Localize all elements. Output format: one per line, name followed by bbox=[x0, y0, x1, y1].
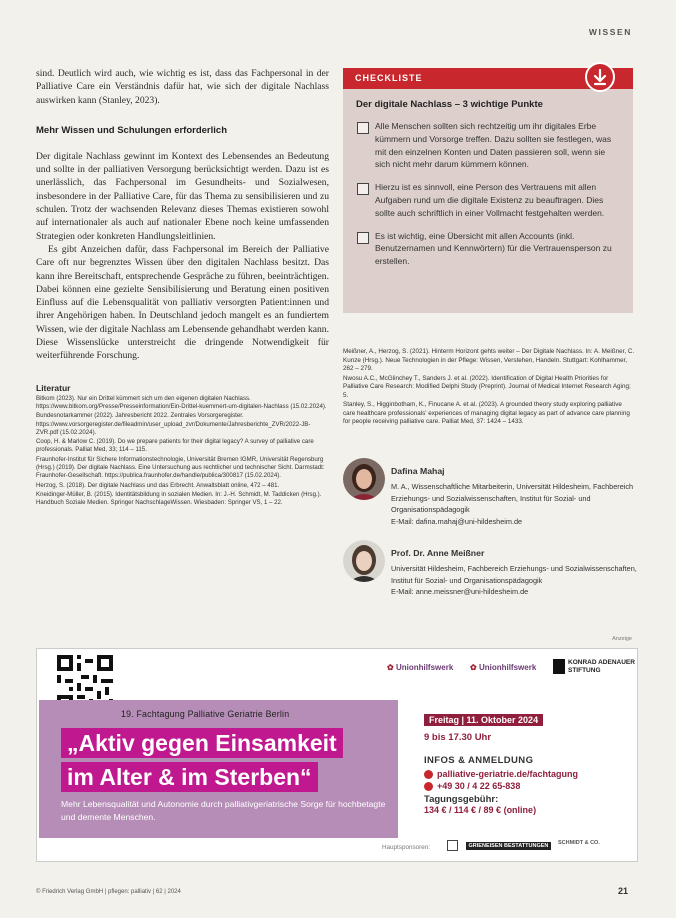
sponsor-logo: GRIENEISEN BESTATTUNGEN bbox=[447, 840, 551, 851]
phone-icon bbox=[424, 782, 433, 791]
event-title: 19. Fachtagung Palliative Geriatrie Berlin bbox=[121, 709, 290, 719]
literature-heading: Literatur bbox=[36, 382, 71, 393]
author-email[interactable]: E-Mail: anne.meissner@uni-hildesheim.de bbox=[391, 587, 529, 597]
page-number: 21 bbox=[617, 886, 628, 896]
author-block bbox=[343, 456, 635, 526]
author-email[interactable]: E-Mail: dafina.mahaj@uni-hildesheim.de bbox=[391, 516, 523, 526]
sponsor-logo: KONRAD ADENAUER STIFTUNG bbox=[553, 659, 646, 674]
body-paragraph-1: Der digitale Nachlass gewinnt im Kontext des Lebensendes an Bedeutung und sollte in der palliativen Versorgung berücksichtigt werden. Dazu ist es unerlässlich, das Fachpersonal im Gesundheits- und Sozialwesen, insbesondere in der Palliative Care, für das Thema zu sensibilisieren und zu schulen. Trotz der wachsenden Relevanz dieses Themas existieren sowohl auf internationaler als auch auf nationaler Ebene noch keine umfassenden Strategien oder konkreten Handlungsleitlinien. bbox=[36, 150, 329, 242]
info-heading: INFOS & ANMELDUNG bbox=[424, 755, 534, 766]
checklist-item: Hierzu ist es sinnvoll, eine Person des Vertrauens mit allen Aufgaben rund um die digitale Existenz zu beauftragen. Dies sollte auch schriftlich in einer Vollmacht festgehalten werden. bbox=[343, 181, 633, 219]
event-info bbox=[424, 710, 624, 815]
sponsor-logo: ✿ Unionhilfswerk bbox=[387, 663, 454, 672]
reference-item: Nwosu A.C., McGlinchey T., Sanders J. et al. (2022). Identification of Digital Health Priorities for Palliative Care Research: Modified Delphi Study (Preprint). Journal of Medical Internet Research Aging; 5. bbox=[343, 374, 631, 399]
author-info: Universität Hildesheim, Fachbereich Erziehungs- und Sozialwissenschaften, Institut für Sozial- und Organisationspädagogik E-Mail: anne.meissner@uni-hildesheim.de bbox=[391, 564, 637, 597]
event-phone[interactable]: +49 30 / 4 22 65-838 bbox=[424, 781, 624, 791]
reference-item: Meißner, A., Herzog, S. (2021). Hinterm Horizont gehts weiter – Der Digitale Nachlass. In: A. Meißner, C. Kunze (Hrsg.). Neue Technologien in der Pflege: Wissen, Verstehen, Handeln. Stuttgart: Kohlhammer, 262 – 279. bbox=[343, 348, 635, 372]
event-url[interactable]: palliative-geriatrie.de/fachtagung bbox=[424, 769, 624, 779]
section-tag: WISSEN bbox=[588, 27, 632, 37]
ad-headline: „Aktiv gegen Einsamkeit im Alter & im Sterben“ bbox=[61, 728, 343, 796]
event-time: 9 bis 17.30 Uhr bbox=[424, 732, 492, 743]
checklist-item: Es ist wichtig, eine Übersicht mit allen Accounts (inkl. Benutzernamen und Kennwörtern) für die Vertrauensperson zu erstellen. bbox=[343, 230, 633, 268]
checklist-label: CHECKLISTE bbox=[343, 68, 633, 89]
author-name: Prof. Dr. Anne Meißner bbox=[391, 548, 485, 558]
literature-list bbox=[36, 395, 329, 508]
advertisement[interactable] bbox=[36, 648, 638, 862]
main-sponsors-label: Hauptsponsoren: bbox=[382, 844, 430, 851]
reference-list bbox=[343, 348, 635, 428]
intro-paragraph: sind. Deutlich wird auch, wie wichtig es ist, dass das Fachpersonal in der Palliative Care ein Verständnis dafür hat, wie sich der digitale Nachlass auswirken kann (Stanley, 2023). bbox=[36, 68, 329, 106]
literature-item: Kneidinger-Müller, B. (2015). Identitätsbildung in sozialen Medien. In: J.-H. Schmidt, M. Taddicken (Hrsg.). Handbuch Soziale Medien. Springer NachschlageWissen. Wiesbaden: Springer VS, 1 – 22. bbox=[36, 490, 322, 507]
checklist-box bbox=[343, 68, 633, 313]
ad-banner bbox=[39, 700, 398, 838]
section-heading: Mehr Wissen und Schulungen erforderlich bbox=[36, 124, 227, 136]
checkbox[interactable] bbox=[357, 183, 369, 195]
globe-icon bbox=[424, 770, 433, 779]
fee-heading: Tagungsgebühr: bbox=[424, 794, 499, 805]
checkbox[interactable] bbox=[357, 232, 369, 244]
literature-item: Coop, H. & Marlow C. (2019). Do we prepare patients for their digital legacy? A survey of palliative care professionals. Palliat Med, 33; 114 – 115. bbox=[36, 438, 314, 454]
body-paragraph-2: Es gibt Anzeichen dafür, dass Fachpersonal im Bereich der Palliative Care oft nur begrenztes Wissen über den digitalen Nachlass besitzt. Das kann ihre Bereitschaft, entsprechende Gespräche zu führen, beeinträchtigen. Dabei können eine gezielte Sensibilisierung und Beratung einen positiven Einfluss auf die Lebensqualität von palliativ versorgten Patient:innen und ihrer Angehörigen haben. In Deutschland jedoch mangelt es an fundiertem Wissen, wie der digitale Nachlass am Lebensende gehandhabt werden kann. Diese Wissenslücke unterstreicht die dringende Notwendigkeit für weiterführende Forschung. bbox=[36, 243, 329, 362]
avatar bbox=[343, 458, 385, 500]
ad-label: Anzeige bbox=[612, 636, 632, 642]
literature-item: Bitkom (2023). Nur ein Drittel kümmert sich um den eigenen digitalen Nachlass. https://www.bitkom.org/Presse/Presseinformation/Ein-Drittel-kuemmert-um-digitalen-Nachlass (15.02.2024). bbox=[36, 394, 327, 410]
footer-copyright: © Friedrich Verlag GmbH | pflegen: palliativ | 62 | 2024 bbox=[36, 889, 181, 895]
author-block bbox=[343, 538, 635, 608]
sponsor-logo: SCHMIDT & CO. bbox=[558, 840, 600, 846]
reference-item: Stanley, S., Higginbotham, K., Finucane A. et al. (2023). A grounded theory study exploring palliative care healthcare professionals' experiences of managing digital legacy as part of advance care planning for people receiving palliative care. Palliat Med, 37: 1424 – 1433. bbox=[343, 401, 630, 425]
fee-values: 134 € / 114 € / 89 € (online) bbox=[424, 805, 537, 815]
literature-item: Bundesnotarkammer (2022). Jahresbericht 2022. Zentrales Vorsorgeregister. https://www.vorsorgeregister.de/fileadmin/user_upload_zvr/Dokumente/Jahresberichte_ZVR/2022-JB-ZVR.pdf (15.02.2024). bbox=[36, 412, 311, 436]
left-column bbox=[36, 67, 329, 509]
author-name: Dafina Mahaj bbox=[391, 466, 445, 476]
checklist-title: Der digitale Nachlass – 3 wichtige Punkte bbox=[356, 99, 543, 110]
literature-item: Fraunhofer-Institut für Sichere Informationstechnologie, Universität Bremen IGMR, Universität Regensburg (Hrsg.) (2019). Der digitale Nachlass. Eine Untersuchung aus rechtlicher und technischer Sicht. Darmstadt: Fraunhofer-Gesellschaft. https://publica.fraunhofer.de/handle/publica/300817 (15.02.2024). bbox=[36, 455, 325, 480]
avatar bbox=[343, 540, 385, 582]
ad-subline: Mehr Lebensqualität und Autonomie durch palliativgeriatrische Sorge für hochbetagte und demente Menschen. bbox=[61, 799, 386, 822]
checkbox[interactable] bbox=[357, 122, 369, 134]
download-icon bbox=[585, 62, 615, 92]
literature-item: Herzog, S. (2018). Der digitale Nachlass und das Erbrecht. Anwaltsblatt online, 472 – 481. bbox=[36, 481, 280, 489]
checklist-item: Alle Menschen sollten sich rechtzeitig um ihr digitales Erbe kümmern und Vorsorge treffen. Dazu sollten sie festlegen, was mit den einzelnen Konten und Daten passieren soll, wenn sie sich nicht mehr darum kümmern können. bbox=[343, 120, 633, 171]
sponsor-logo: ✿ Unionhilfswerk bbox=[470, 663, 537, 672]
author-info: M. A., Wissenschaftliche Mitarbeiterin, Universität Hildesheim, Fachbereich Erziehungs- und Sozialwissenschaften, Institut für Sozial- und Organisationspädagogik E-Mail: dafina.mahaj@uni-hildesheim.de bbox=[391, 482, 634, 526]
event-date: Freitag | 11. Oktober 2024 bbox=[424, 714, 543, 726]
